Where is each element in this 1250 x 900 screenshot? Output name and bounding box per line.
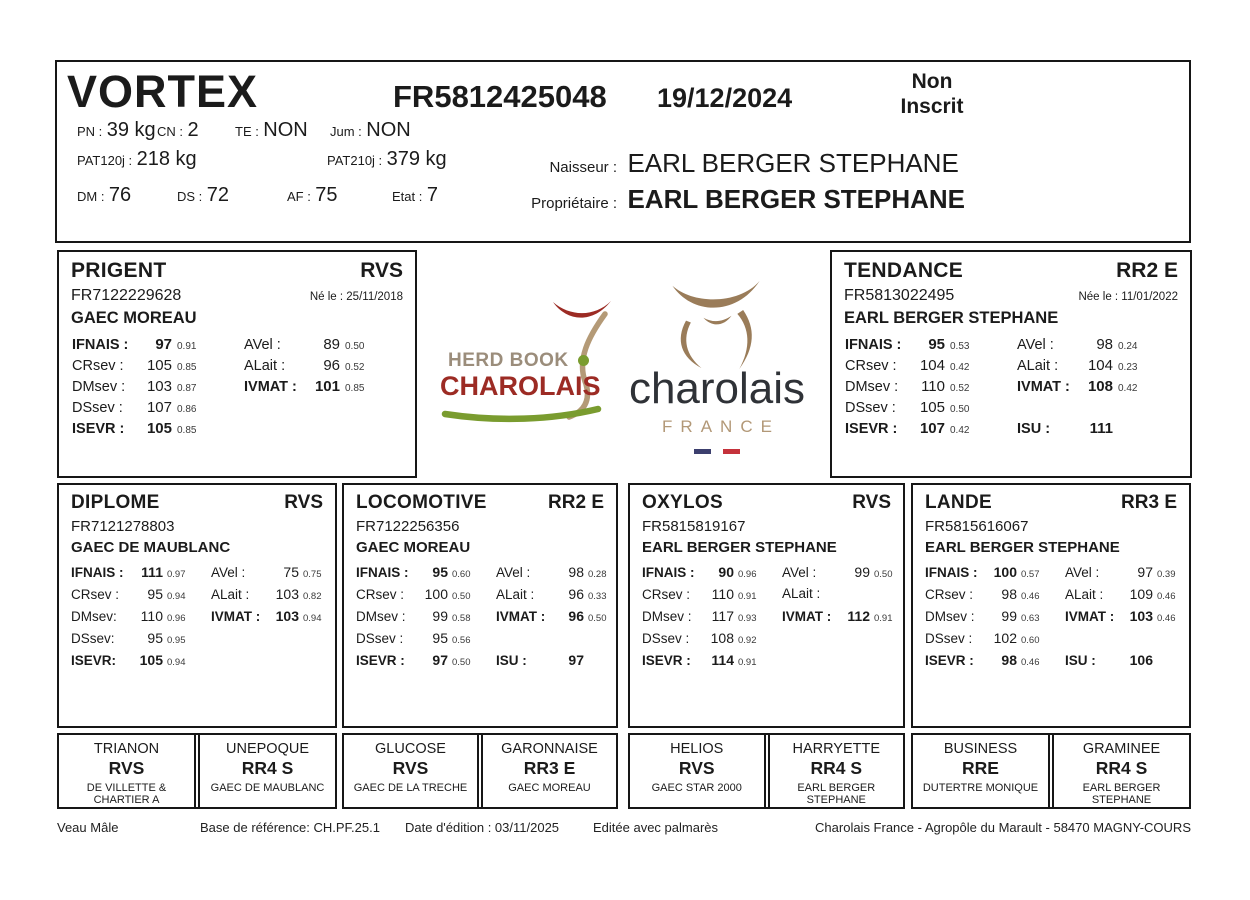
- header-stats-row-1: [77, 119, 1177, 151]
- qualification: RR3 E: [523, 758, 576, 778]
- animal-id: FR7121278803: [71, 518, 175, 535]
- animal-name: HELIOS: [670, 741, 724, 757]
- pedigree-box-sire-sire: [57, 483, 337, 728]
- breeder-name: GAEC MOREAU: [71, 309, 197, 327]
- ggp-cell: [198, 735, 335, 807]
- breeder-name: EARL BERGER STEPHANE: [1082, 782, 1161, 806]
- stat-jum: Jum : NON: [330, 119, 411, 141]
- breeder-name: GAEC DE MAUBLANC: [210, 782, 325, 794]
- breeder-name: GAEC DE MAUBLANC: [71, 539, 231, 556]
- qualification: RVS: [852, 492, 891, 513]
- status-line-1: Non: [911, 70, 953, 93]
- trait-table: IFNAIS : 90 0.96 CRsev : 110 0.91 DMsev : 117 0.93 DSsev : 108 0.92 ISEVR : 114 0.91 AVel : 99 0.50 ALait : IVMAT : 112 0.91: [642, 564, 893, 668]
- naisseur-name: EARL BERGER STEPHANE: [627, 148, 959, 178]
- animal-name: GLUCOSE: [375, 741, 446, 757]
- qualification: RR4 S: [810, 758, 863, 778]
- animal-name: GARONNAISE: [501, 741, 598, 757]
- breeder-name: EARL BERGER STEPHANE: [642, 539, 837, 556]
- breeder-name: EARL BERGER STEPHANE: [844, 309, 1059, 327]
- qualification: RR2 E: [1116, 259, 1178, 282]
- stat-pat120: PAT120j : 218 kg: [77, 148, 197, 170]
- proprietaire-name: EARL BERGER STEPHANE: [627, 184, 966, 214]
- breeder-name: GAEC MOREAU: [356, 539, 471, 556]
- breeder-name: GAEC STAR 2000: [651, 782, 742, 794]
- footer-edition-date: Date d'édition : 03/11/2025: [405, 820, 560, 835]
- charolais-france-logo: [612, 276, 822, 458]
- birth-date: 19/12/2024: [657, 83, 793, 113]
- ggp-cell: [913, 735, 1050, 807]
- animal-national-id: FR5812425048: [393, 79, 607, 114]
- herd-book-charolais-logo: [440, 288, 625, 428]
- animal-name-title: VORTEX: [67, 66, 259, 117]
- animal-id: FR5815616067: [925, 518, 1029, 535]
- qualification: RVS: [392, 758, 429, 778]
- stat-dm: DM : 76: [77, 184, 132, 206]
- charolais-wordmark: charolais: [628, 364, 806, 413]
- animal-name: UNEPOQUE: [226, 741, 309, 757]
- trait-table: IFNAIS : 95 0.53 CRsev : 104 0.42 DMsev : 110 0.52 DSsev : 105 0.50 ISEVR : 107 0.42 AVel : 98 0.24 ALait : 104 0.23 IVMAT : 108 0.42 ISU : 111: [845, 336, 1138, 437]
- ggp-cell: [768, 735, 904, 807]
- animal-name: DIPLOME: [71, 492, 160, 513]
- animal-name: HARRYETTE: [792, 741, 881, 757]
- qualification: RR2 E: [548, 492, 604, 513]
- qualification: RVS: [284, 492, 323, 513]
- animal-name: OXYLOS: [642, 492, 723, 513]
- ggp-group-sire-dam: [342, 733, 618, 809]
- footer-sex: Veau Mâle: [57, 820, 119, 835]
- pedigree-box-sire-dam: [342, 483, 618, 728]
- animal-name: TENDANCE: [844, 259, 964, 282]
- herd-book-text: HERD BOOK: [448, 350, 589, 372]
- footer-organization: Charolais France - Agropôle du Marault - 58470 MAGNY-COURS: [815, 820, 1191, 835]
- stat-pat210: PAT210j : 379 kg: [327, 148, 447, 170]
- birth-date: Né le : 25/11/2018: [309, 291, 403, 303]
- flag-red-dash-icon: [723, 449, 740, 454]
- pedigree-box-dam-dam: [911, 483, 1191, 728]
- ggp-cell: [1052, 735, 1189, 807]
- registration-status: [857, 69, 1007, 119]
- animal-name: LOCOMOTIVE: [356, 492, 487, 513]
- qualification: RVS: [678, 758, 715, 778]
- proprietaire-row: Propriétaire : EARL BERGER STEPHANE: [531, 184, 966, 214]
- ggp-cell: [59, 735, 196, 807]
- ggp-group-sire-sire: [57, 733, 337, 809]
- stat-pn: PN : 39 kg: [77, 119, 156, 141]
- header-stats-row-3: [77, 184, 1177, 216]
- breeder-name: EARL BERGER STEPHANE: [797, 782, 876, 806]
- animal-id: FR7122229628: [71, 287, 182, 304]
- ggp-group-dam-sire: [628, 733, 905, 809]
- qualification: RR4 S: [1095, 758, 1148, 778]
- ggp-group-dam-dam: [911, 733, 1191, 809]
- trait-table: IFNAIS : 111 0.97 CRsev : 95 0.94 DMsev: 110 0.96 DSsev: 95 0.95 ISEVR: 105 0.94 AVel : 75 0.75 ALait : 103 0.82 IVMAT : 103 0.94: [71, 564, 322, 668]
- animal-id: FR7122256356: [356, 518, 460, 535]
- trait-table: IFNAIS : 100 0.57 CRsev : 98 0.46 DMsev : 99 0.63 DSsev : 102 0.60 ISEVR : 98 0.46 AVel : 97 0.39 ALait : 109 0.46 IVMAT : 103 0.46 ISU : 106: [925, 564, 1176, 668]
- animal-id: FR5815819167: [642, 518, 746, 535]
- breeder-name: DE VILLETTE & CHARTIER A: [86, 782, 167, 806]
- trait-table: IFNAIS : 95 0.60 CRsev : 100 0.50 DMsev : 99 0.58 DSsev : 95 0.56 ISEVR : 97 0.50 AVel : 98 0.28 ALait : 96 0.33 IVMAT : 96 0.50 ISU : 97: [356, 564, 607, 668]
- green-dot-icon: [578, 355, 589, 366]
- french-flag-dashes: [612, 443, 822, 461]
- pedigree-box-dam: [830, 250, 1192, 478]
- animal-name: TRIANON: [93, 741, 160, 757]
- qualification: RVS: [108, 758, 145, 778]
- ggp-cell: [481, 735, 616, 807]
- animal-id: FR5813022495: [844, 287, 955, 304]
- animal-name: BUSINESS: [943, 741, 1018, 757]
- header-box: [55, 60, 1191, 243]
- trait-table: IFNAIS : 97 0.91 CRsev : 105 0.85 DMsev : 103 0.87 DSsev : 107 0.86 ISEVR : 105 0.85 AVel : 89 0.50 ALait : 96 0.52 IVMAT : 101 0.85: [72, 336, 365, 437]
- stat-ds: DS : 72: [177, 184, 229, 206]
- header-stats-row-2: [77, 148, 1177, 180]
- naisseur-row: Naisseur : EARL BERGER STEPHANE: [549, 148, 959, 178]
- france-wordmark: FRANCE: [662, 417, 780, 436]
- qualification: RRE: [962, 758, 999, 778]
- breeder-name: DUTERTRE MONIQUE: [922, 782, 1039, 794]
- footer-palmares: Editée avec palmarès: [593, 820, 719, 835]
- flag-blue-dash-icon: [694, 449, 711, 454]
- animal-name: PRIGENT: [71, 259, 167, 282]
- pedigree-box-sire: [57, 250, 417, 478]
- ggp-cell: [630, 735, 766, 807]
- qualification: RR4 S: [241, 758, 294, 778]
- animal-name: GRAMINEE: [1082, 741, 1161, 757]
- animal-name: LANDE: [925, 492, 992, 513]
- qualification: RVS: [360, 259, 403, 282]
- status-line-2: Inscrit: [900, 95, 964, 118]
- charolais-text: CHAROLAIS: [440, 371, 601, 401]
- stat-cn: CN : 2: [157, 119, 199, 141]
- breeder-name: GAEC DE LA TRECHE: [353, 782, 468, 794]
- stat-te: TE : NON: [235, 119, 308, 141]
- stat-af: AF : 75: [287, 184, 338, 206]
- breeder-name: EARL BERGER STEPHANE: [925, 539, 1120, 556]
- stat-etat: Etat : 7: [392, 184, 438, 206]
- ggp-cell: [344, 735, 479, 807]
- footer-reference: Base de référence: CH.PF.25.1: [200, 820, 380, 835]
- breeder-name: GAEC MOREAU: [508, 782, 591, 794]
- cow-head-icon: [657, 278, 777, 370]
- qualification: RR3 E: [1121, 492, 1177, 513]
- birth-date: Née le : 11/01/2022: [1078, 291, 1178, 303]
- pedigree-box-dam-sire: [628, 483, 905, 728]
